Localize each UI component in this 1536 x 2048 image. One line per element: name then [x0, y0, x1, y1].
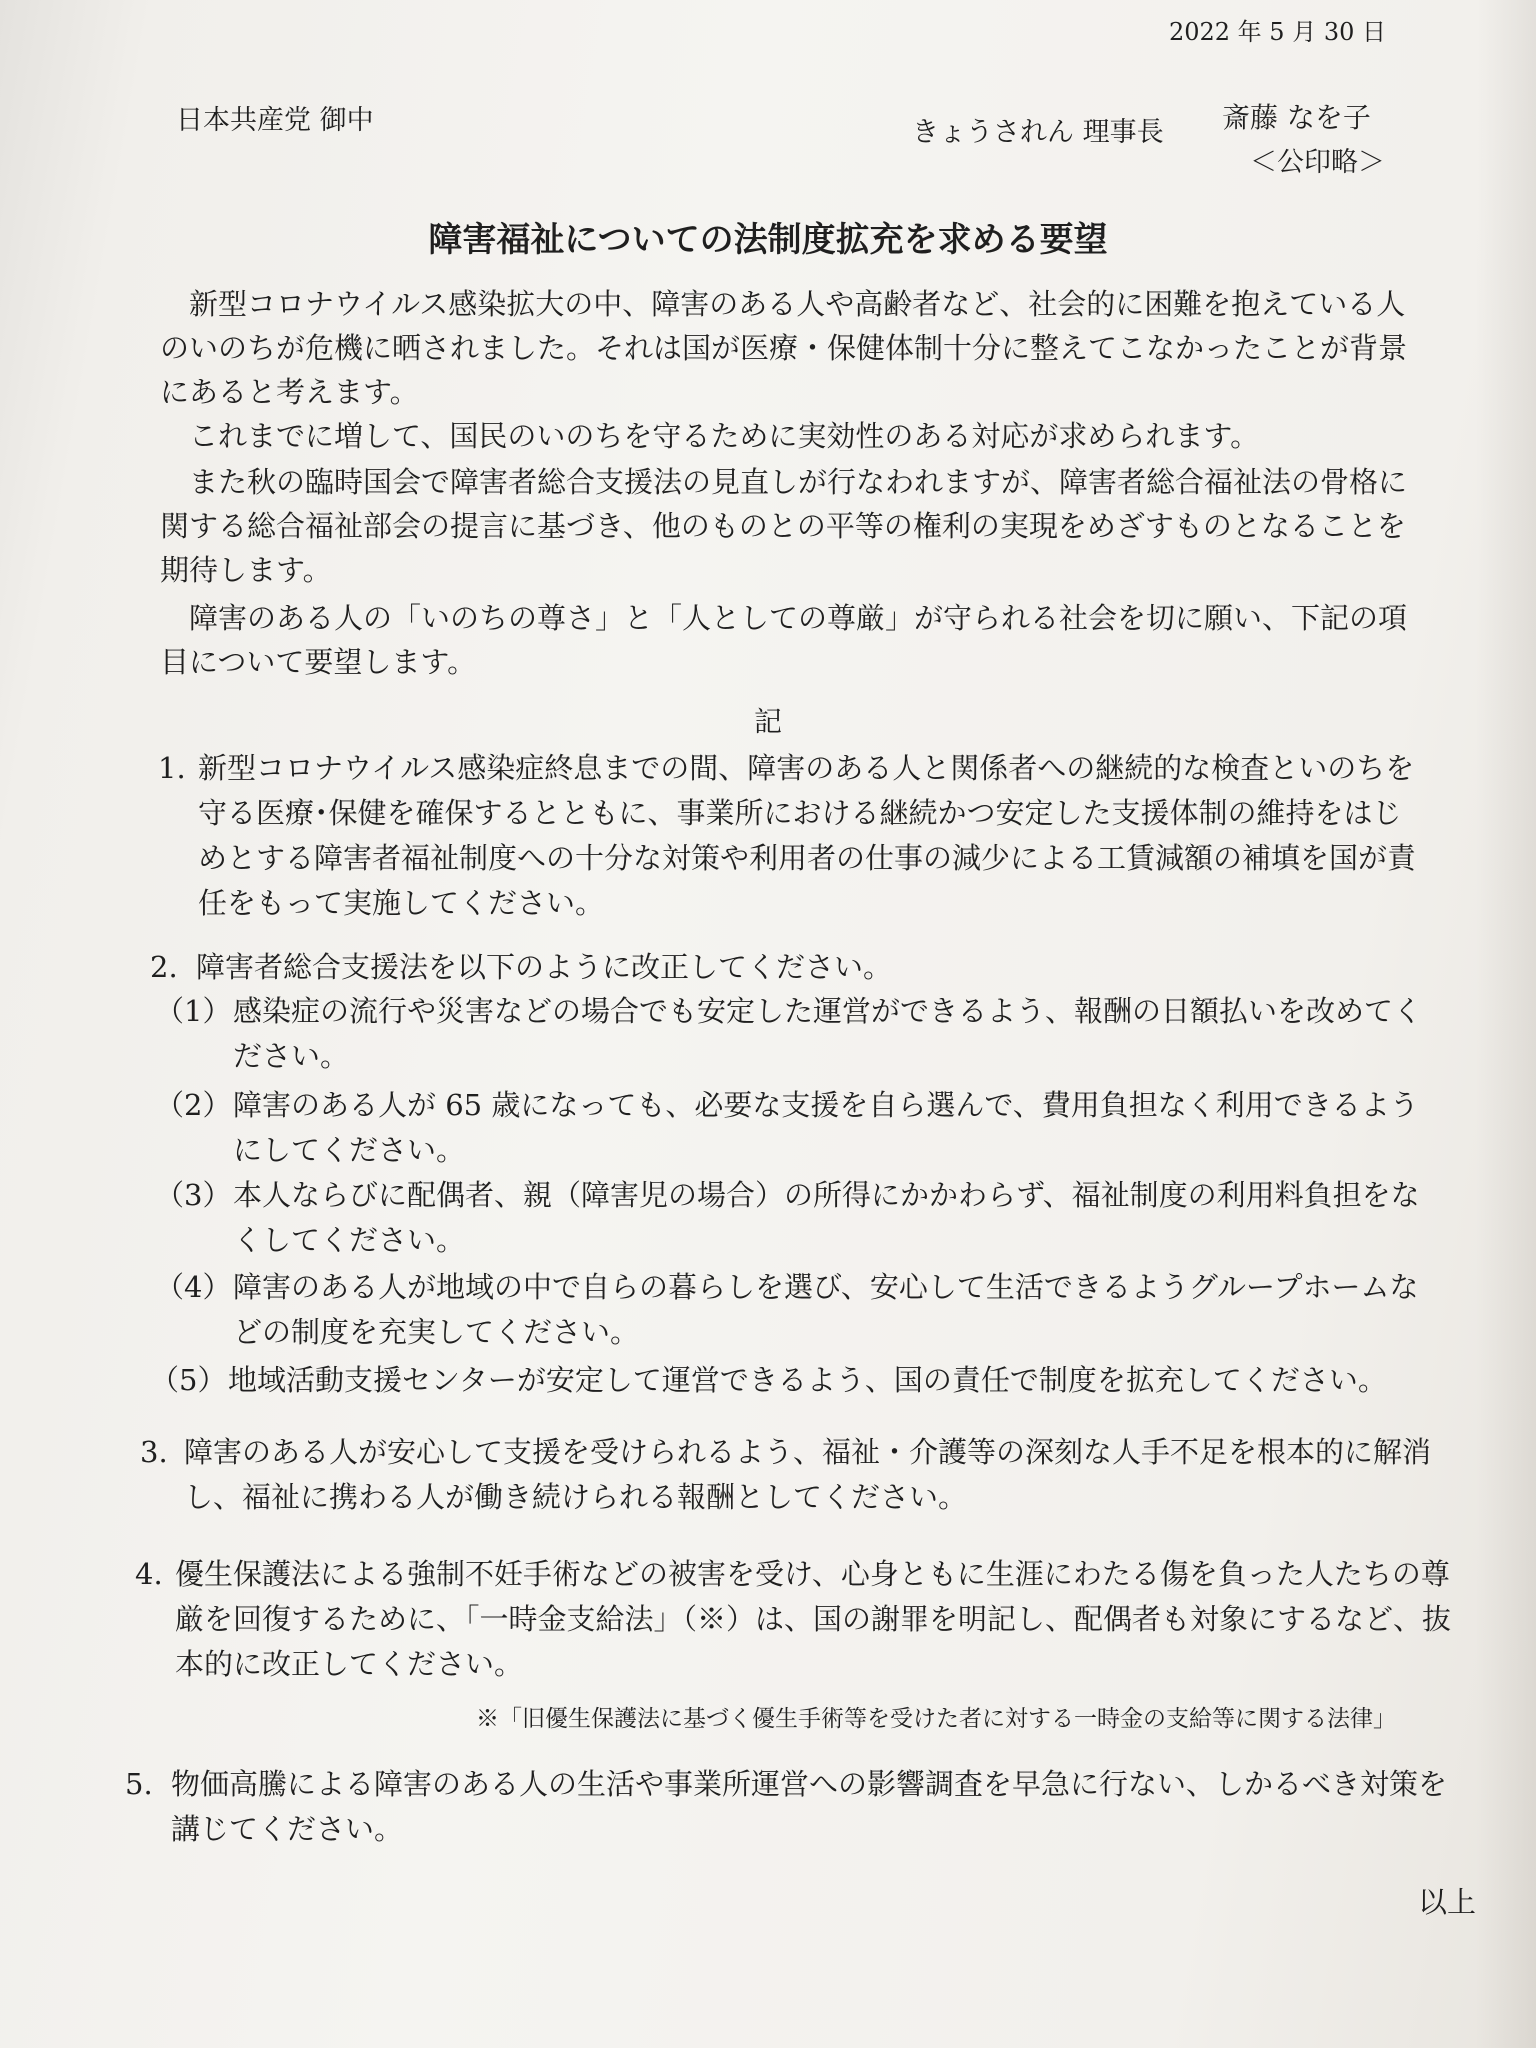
item-text: 障害者総合支援法を以下のように改正してください。 [196, 950, 893, 984]
subitem-number: （4） [155, 1270, 232, 1304]
addressee: 日本共産党 御中 [176, 105, 374, 136]
item-number: 4. [135, 1557, 163, 1591]
item-text: 新型コロナウイルス感染症終息までの間、障害のある人と関係者への継続的な検査といのちを守る医療･保健を確保するとともに、事業所における継続かつ安定した支援体制の維持をはじめとする障害者福祉制度への十分な対策や利用者の仕事の減少による工賃減額の補填を国が責任をもって実施してください。 [198, 751, 1417, 920]
ki-heading: 記 [753, 705, 782, 738]
item-number: 2. [150, 950, 178, 984]
document-date: 2022 年 5 月 30 日 [1168, 18, 1386, 46]
request-item-4 [135, 1552, 1460, 1687]
subitem-3 [155, 1173, 1425, 1263]
item-number: 5. [125, 1767, 153, 1801]
item-text: 優生保護法による強制不妊手術などの被害を受け、心身ともに生涯にわたる傷を負った人たちの尊厳を回復するために、「一時金支給法」（※）は、国の謝罪を明記し、配偶者も対象にするなど、抜本的に改正してください。 [175, 1557, 1452, 1681]
request-item-2 [150, 945, 1430, 990]
item-text: 障害のある人が安心して支援を受けられるよう、福祉・介護等の深刻な人手不足を根本的に解消し、福祉に携わる人が働き続けられる報酬としてください。 [184, 1435, 1432, 1514]
subitem-number: （5） [150, 1363, 227, 1397]
subitem-number: （1） [155, 994, 232, 1028]
intro-paragraph-4: 障害のある人の「いのちの尊さ」と「人としての尊厳」が守られる社会を切に願い、下記の項目について要望します。 [160, 601, 1408, 679]
request-item-3 [140, 1430, 1450, 1520]
subitem-4 [155, 1265, 1430, 1355]
subitem-text: 本人ならびに配偶者、親（障害児の場合）の所得にかかわらず、福祉制度の利用料負担をなくしてください。 [233, 1178, 1420, 1257]
seal-note: ＜公印略＞ [1250, 147, 1385, 178]
intro-paragraph-2: これまでに増して、国民のいのちを守るために実効性のある対応が求められます。 [189, 419, 1260, 453]
item-number: 1. [158, 751, 186, 785]
item-text: 物価高騰による障害のある人の生活や事業所運営への影響調査を早急に行ない、しかるべき対策を講じてください。 [171, 1767, 1448, 1846]
closing-mark: 以上 [1417, 1885, 1476, 1919]
subitem-number: （2） [155, 1088, 232, 1122]
subitem-text: 感染症の流行や災害などの場合でも安定した運営ができるよう、報酬の日額払いを改めてください。 [233, 994, 1423, 1073]
sender-organization: きょうされん 理事長 [912, 117, 1164, 148]
intro-paragraph-1: 新型コロナウイルス感染拡大の中、障害のある人や高齢者など、社会的に困難を抱えている人のいのちが危機に晒されました。それは国が医療・保健体制十分に整えてこなかったことが背景にあると考えます。 [160, 287, 1408, 409]
page-edge-shadow [1476, 0, 1536, 2048]
subitem-text: 障害のある人が 65 歳になっても、必要な支援を自ら選んで、費用負担なく利用できるようにしてください。 [233, 1088, 1419, 1167]
sender-name: 斎藤 なを子 [1222, 101, 1371, 134]
subitem-5 [150, 1358, 1520, 1403]
intro-paragraph-3: また秋の臨時国会で障害者総合支援法の見直しが行なわれますが、障害者総合福祉法の骨格に関する総合福祉部会の提言に基づき、他のものとの平等の権利の実現をめざすものとなることを期待します。 [160, 465, 1408, 587]
subitem-text: 障害のある人が地域の中で自らの暮らしを選び、安心して生活できるようグループホームなどの制度を充実してください。 [233, 1270, 1419, 1349]
subitem-number: （3） [155, 1178, 232, 1212]
document-title: 障害福祉についての法制度拡充を求める要望 [428, 220, 1108, 260]
request-item-1 [158, 746, 1428, 926]
subitem-2 [155, 1083, 1425, 1173]
footnote: ※「旧優生保護法に基づく優生手術等を受けた者に対する一時金の支給等に関する法律」 [476, 1706, 1396, 1732]
item-number: 3. [140, 1435, 168, 1469]
subitem-1 [155, 989, 1445, 1079]
request-item-5 [125, 1762, 1465, 1852]
subitem-text: 地域活動支援センターが安定して運営できるよう、国の責任で制度を拡充してください。 [228, 1363, 1387, 1397]
